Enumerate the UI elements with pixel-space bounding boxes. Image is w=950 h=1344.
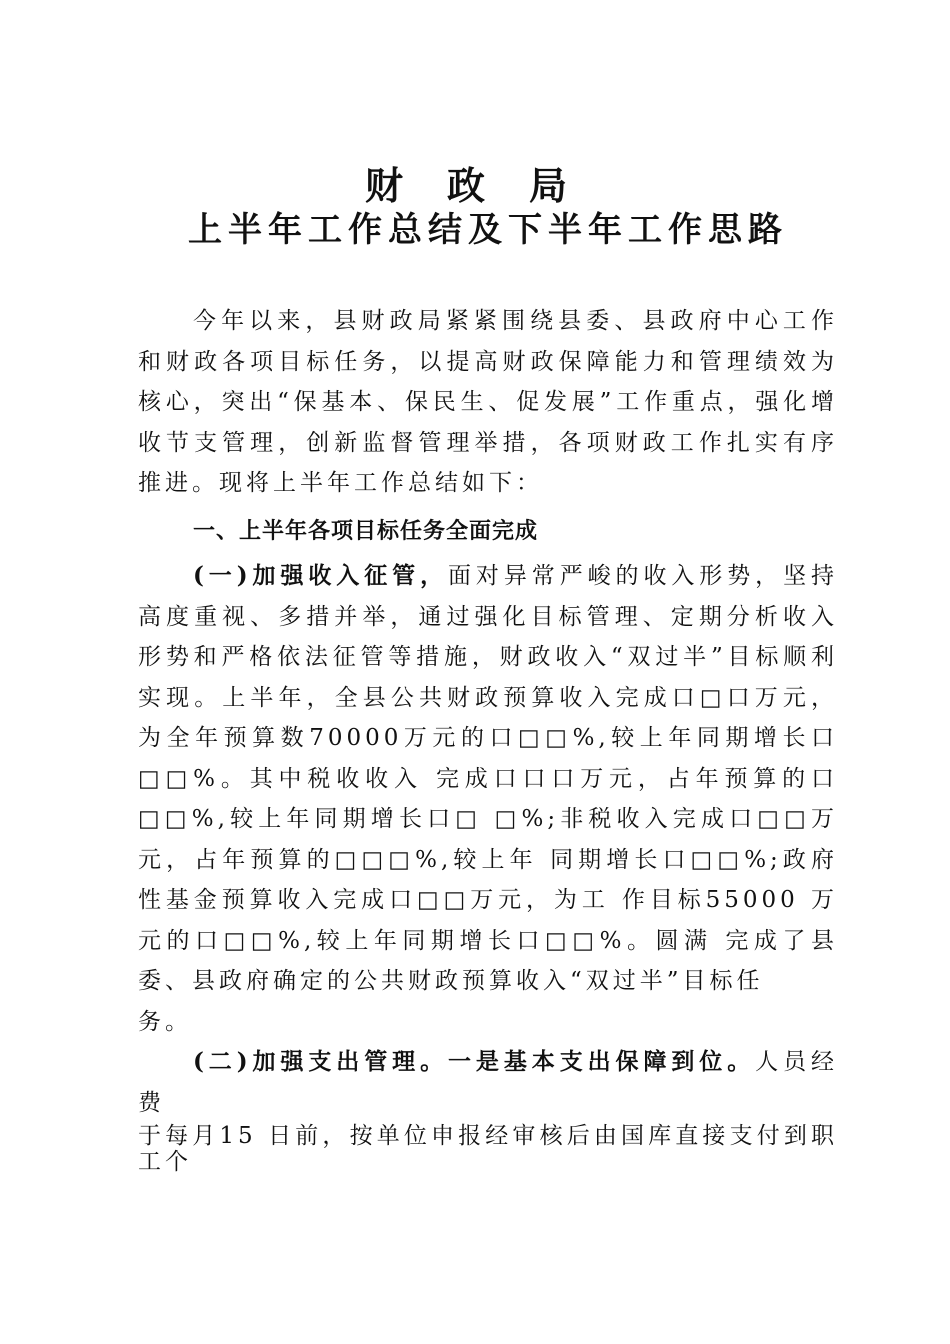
document-title-line1: 财政局 [364,163,611,208]
revenue-paragraph [138,556,838,1002]
revenue-paragraph-lead: (一)加强收入征管， [193,562,448,589]
expenditure-paragraph-lead: (二)加强支出管理。一是基本支出保障到位。 [193,1048,756,1075]
expenditure-paragraph-continuation: 于每月15 日前，按单位申报经审核后由国库直接支付到职工个 [138,1123,838,1175]
document-body [138,301,838,1175]
document-title-line2: 上半年工作总结及下半年工作思路 [188,210,788,250]
revenue-paragraph-tail: 务。 [138,1008,192,1035]
expenditure-paragraph [138,1042,838,1123]
intro-paragraph: 今年以来，县财政局紧紧围绕县委、县政府中心工作和财政各项目标任务，以提高财政保障能力和管理绩效为核心，突出“保基本、保民生、促发展”工作重点，强化增收节支管理，创新监督管理举措，各项财政工作扎实有序推进。现将上半年工作总结如下： [138,308,838,496]
section-heading-1: 一、上半年各项目标任务全面完成 [193,518,539,544]
expenditure-paragraph-body: 人员经费 [138,1049,839,1116]
revenue-paragraph-body: 面对异常严峻的收入形势，坚持高度重视、多措并举，通过强化目标管理、定期分析收入形势和严格依法征管等措施，财政收入“双过半”目标顺利实现。上半年，全县公共财政预算收入完成口□口万元，为全年预算数70000万元的口□□%,较上年同期增长口□□%。其中税收收入 完成口口口万元，占年预算的口□□%,较上年同期增长口□ □%;非税收入完成口□□万元，占年预算的□□□%,较上年 同期增长口□□%;政府性基金预算收入完成口□□万元，为工 作目标55000 万元的口□□%,较上年同期增长口□□%。圆满 完成了县委、县政府确定的公共财政预算收入“双过半”目标任 [138,563,839,994]
